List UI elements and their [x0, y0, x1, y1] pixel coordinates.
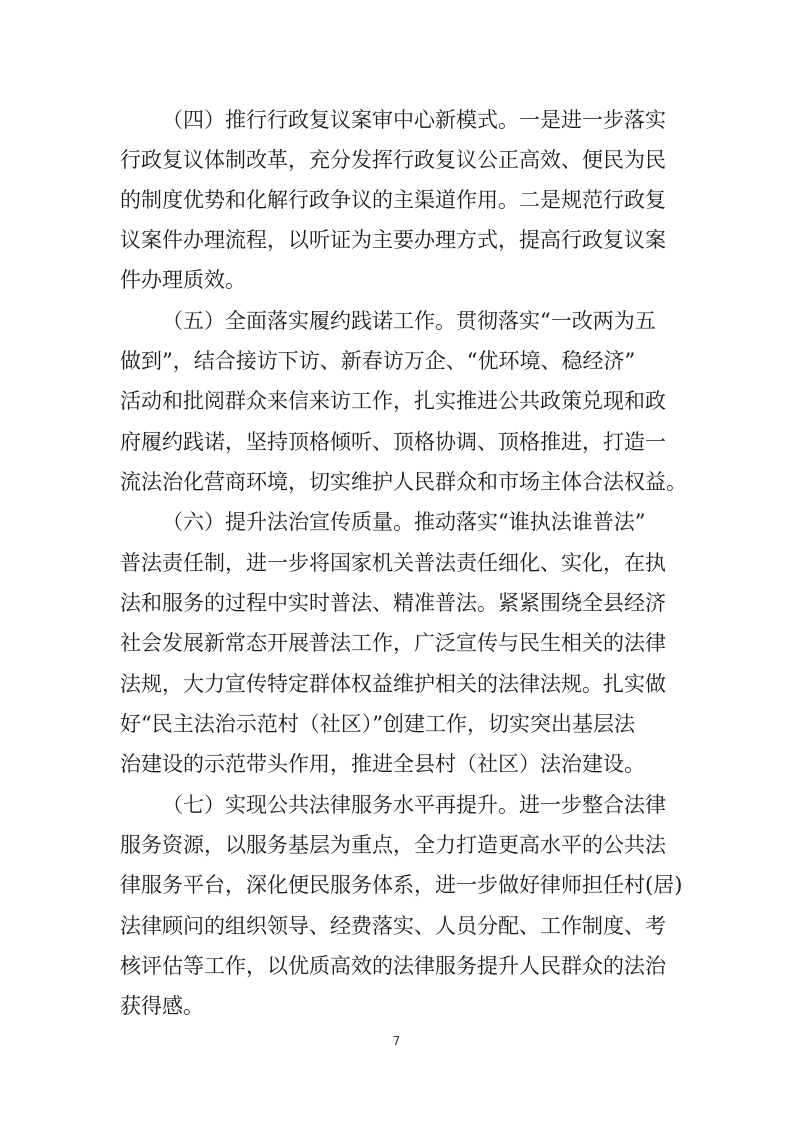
text-line: （四）推行行政复议案审中心新模式。一是进一步落实 [162, 108, 666, 132]
text-line: 法规，大力宣传特定群体权益维护相关的法律法规。扎实做 [120, 672, 666, 696]
text-line: （六）提升法治宣传质量。推动落实“谁执法谁普法” [162, 510, 646, 534]
text-line: 律服务平台，深化便民服务体系，进一步做好律师担任村(居) [120, 873, 683, 897]
text-line: 社会发展新常态开展普法工作，广泛宣传与民生相关的法律 [120, 631, 666, 655]
text-line: 法律顾问的组织领导、经费落实、人员分配、工作制度、考 [120, 914, 666, 938]
text-line: 议案件办理流程，以听证为主要办理方式，提高行政复议案 [120, 228, 666, 252]
text-line: 好“民主法治示范村（社区）”创建工作，切实突出基层法 [120, 712, 635, 736]
text-line: （五）全面落实履约践诺工作。贯彻落实“一改两为五 [162, 309, 656, 333]
text-line: 服务资源，以服务基层为重点，全力打造更高水平的公共法 [120, 833, 666, 857]
text-line: 府履约践诺，坚持顶格倾听、顶格协调、顶格推进，打造一 [120, 430, 666, 454]
text-line: 活动和批阅群众来信来访工作，扎实推进公共政策兑现和政 [120, 389, 666, 413]
text-line: 法和服务的过程中实时普法、精准普法。紧紧围绕全县经济 [120, 591, 666, 615]
text-line: 行政复议体制改革，充分发挥行政复议公正高效、便民为民 [120, 148, 666, 172]
text-line: 件办理质效。 [120, 268, 246, 292]
text-line: 流法治化营商环境，切实维护人民群众和市场主体合法权益。 [120, 470, 687, 494]
text-line: 获得感。 [120, 994, 204, 1018]
text-line: 核评估等工作，以优质高效的法律服务提升人民群众的法治 [120, 954, 666, 978]
text-line: 治建设的示范带头作用，推进全县村（社区）法治建设。 [120, 752, 645, 776]
text-line: 的制度优势和化解行政争议的主渠道作用。二是规范行政复 [120, 188, 666, 212]
text-line: 普法责任制，进一步将国家机关普法责任细化、实化，在执 [120, 551, 666, 575]
text-line: （七）实现公共法律服务水平再提升。进一步整合法律 [162, 793, 666, 817]
text-line: 做到”，结合接访下访、新春访万企、“优环境、稳经济” [120, 349, 636, 373]
page-number: 7 [392, 1034, 401, 1048]
